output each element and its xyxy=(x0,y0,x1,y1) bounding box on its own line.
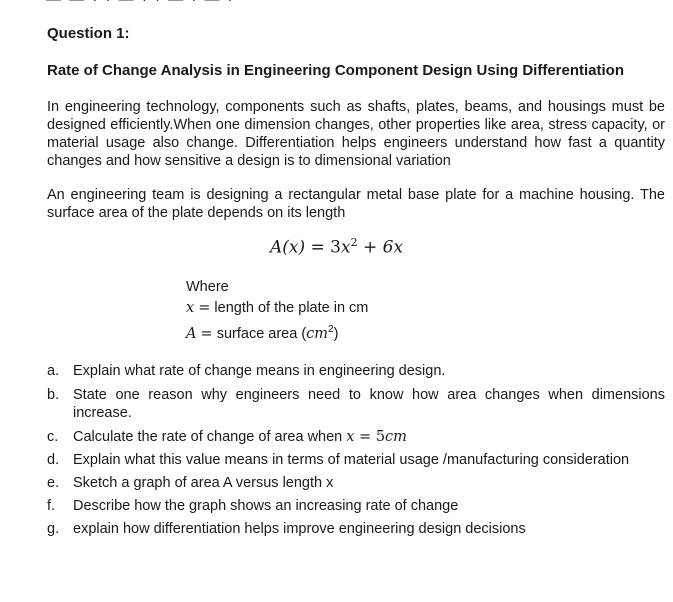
x-symbol: x xyxy=(186,300,195,316)
x-definition: x = length of the plate in cm xyxy=(186,300,369,316)
list-item xyxy=(47,362,665,380)
list-item-text: explain how differentiation helps improve engineering design decisions xyxy=(73,521,526,537)
where-heading: Where xyxy=(186,279,229,295)
a-definition: A = surface area $(cm^2)$ xyxy=(186,324,339,342)
list-marker: b. xyxy=(47,387,60,403)
a-unit-exponent: 2 xyxy=(328,324,334,335)
a-symbol: A xyxy=(186,325,197,342)
math-equals-value: = 5 xyxy=(354,429,386,445)
formula-var: x xyxy=(340,237,351,258)
list-item xyxy=(47,451,665,469)
formula-plus: + xyxy=(362,237,378,258)
list-marker: d. xyxy=(47,452,60,468)
scenario-paragraph: An engineering team is designing a rectangular metal base plate for a machine housing. The surface area of the plate depends on its length xyxy=(47,187,665,221)
a-close-paren: ) xyxy=(333,325,339,342)
list-item xyxy=(47,497,665,515)
math-unit: cm xyxy=(385,429,407,445)
math-variable: x xyxy=(346,429,355,445)
list-item xyxy=(47,474,665,492)
question-list xyxy=(47,362,665,538)
list-item xyxy=(47,386,665,422)
x-description: length of the plate in cm xyxy=(214,300,369,316)
cropped-top-text xyxy=(46,0,235,8)
list-item-text: Explain what rate of change means in engineering design. xyxy=(73,363,446,379)
formula-term2: 6x xyxy=(382,237,404,258)
where-definitions xyxy=(186,277,368,345)
list-marker: g. xyxy=(47,521,60,537)
list-item-text: State one reason why engineers need to know how area changes when dimensions increase. xyxy=(73,387,665,421)
formula-exponent: 2 xyxy=(350,236,358,249)
a-description: surface area ( xyxy=(216,325,307,342)
question-label: Question 1: xyxy=(47,25,130,42)
area-formula xyxy=(0,236,673,258)
list-item xyxy=(47,428,665,446)
list-item-text: Sketch a graph of area A versus length x xyxy=(73,475,334,491)
list-item-text: Describe how the graph shows an increasing rate of change xyxy=(73,498,459,514)
list-marker: e. xyxy=(47,475,60,491)
list-item xyxy=(47,520,665,538)
list-marker: f. xyxy=(47,498,56,514)
formula-lhs: A(x) xyxy=(269,237,306,258)
formula-coef: 3 xyxy=(330,237,341,258)
question-title: Rate of Change Analysis in Engineering Component Design Using Differentiation xyxy=(47,62,624,79)
a-unit: cm xyxy=(306,325,329,342)
list-marker: c. xyxy=(47,429,59,445)
list-item-text: Calculate the rate of change of area when xyxy=(73,429,347,445)
list-item-text: Explain what this value means in terms of material usage /manufacturing consideration xyxy=(73,452,630,468)
list-marker: a. xyxy=(47,363,60,379)
intro-paragraph: In engineering technology, components such as shafts, plates, beams, and housings must be designed efficiently.When one dimension changes, other properties like area, stress capacity, or material usage also change. Differentiation helps engineers understand how fast a quantity changes and how sensitive a design is to dimensional variation xyxy=(47,99,665,169)
formula-equals: = xyxy=(310,237,325,258)
